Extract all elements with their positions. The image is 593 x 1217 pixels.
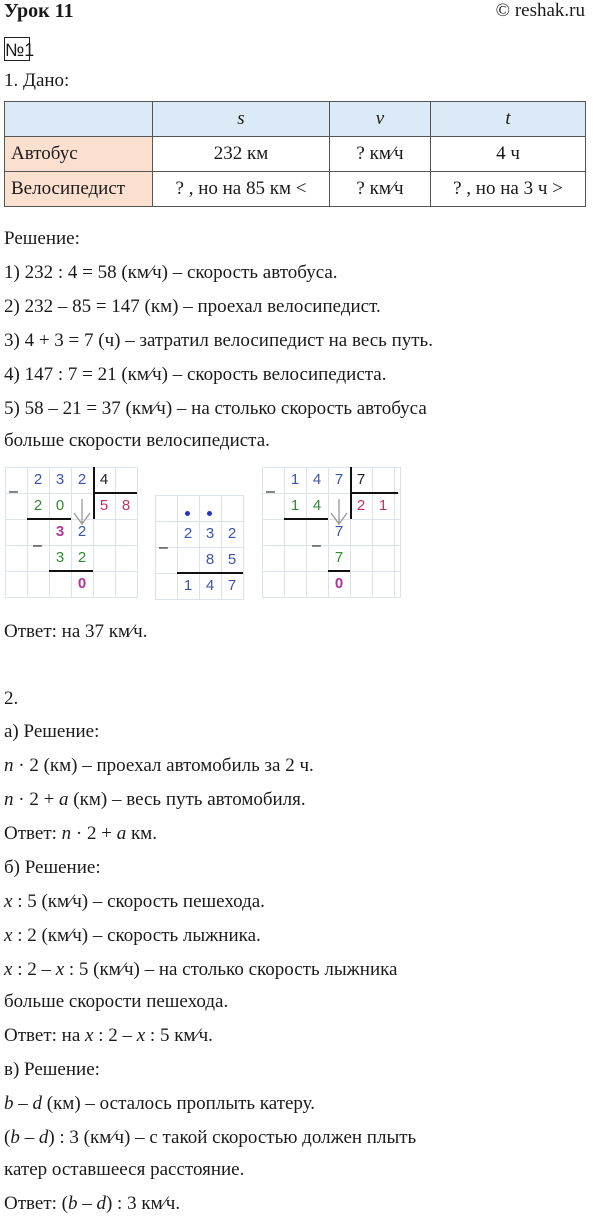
- row-label-bus: Автобус: [5, 137, 153, 172]
- column-header-s: s: [153, 102, 330, 137]
- digit: 2: [77, 471, 87, 488]
- digit-remainder: 0: [77, 575, 87, 592]
- step-1: 1) 232 : 4 = 58 (км⁄ч) – скорость автобуса.: [4, 262, 338, 283]
- digit: 4: [312, 497, 322, 514]
- part-b-title: б) Решение:: [4, 857, 101, 878]
- part-c-answer: Ответ: (b – d) : 3 км⁄ч.: [4, 1193, 181, 1214]
- step-2: 2) 232 – 85 = 147 (км) – проехал велосипедист.: [4, 296, 381, 317]
- digit: 1: [183, 577, 193, 594]
- digit: 0: [55, 497, 65, 514]
- digit: 5: [227, 551, 237, 568]
- digit-quotient: 8: [121, 497, 131, 514]
- digit: 2: [183, 525, 193, 542]
- table-row: [5, 137, 586, 172]
- digit: 3: [55, 549, 65, 566]
- step-4: 4) 147 : 7 = 21 (км⁄ч) – скорость велосипедиста.: [4, 364, 387, 385]
- task-number-badge: №1: [4, 37, 30, 61]
- cell-bus-s: 232 км: [153, 137, 330, 172]
- answer-1: Ответ: на 37 км⁄ч.: [4, 621, 148, 642]
- digit: 4: [312, 471, 322, 488]
- digit: 1: [290, 497, 300, 514]
- given-label: 1. Дано:: [4, 70, 70, 91]
- part-a-line-2: n · 2 + a (км) – весь путь автомобиля.: [4, 789, 306, 810]
- digit: 2: [77, 523, 87, 540]
- part-b-line-2: x : 2 (км⁄ч) – скорость лыжника.: [4, 925, 261, 946]
- row-label-cyclist: Велосипедист: [5, 172, 153, 207]
- digit: 2: [33, 497, 43, 514]
- part-c-line-1: b – d (км) – осталось проплыть катеру.: [4, 1093, 316, 1114]
- digit: 7: [334, 523, 344, 540]
- cell-cyclist-s: ? , но на 85 км <: [153, 172, 330, 207]
- minus-sign: –: [266, 483, 275, 500]
- part-c-line-3: катер оставшееся расстояние.: [4, 1159, 245, 1180]
- digit: 2: [77, 549, 87, 566]
- digit: 7: [334, 471, 344, 488]
- digit-divisor: 4: [99, 471, 109, 488]
- column-header-v: v: [330, 102, 431, 137]
- digit: 7: [227, 577, 237, 594]
- digit-quotient: 2: [356, 497, 366, 514]
- site-credit: © reshak.ru: [495, 0, 585, 21]
- digit: 2: [33, 471, 43, 488]
- given-table: [4, 101, 586, 207]
- part-c-line-2: (b – d) : 3 (км⁄ч) – с такой скоростью должен плыть: [4, 1127, 417, 1148]
- digit: 3: [205, 525, 215, 542]
- minus-sign: –: [159, 539, 168, 556]
- digit: 7: [334, 549, 344, 566]
- part-a-answer: Ответ: n · 2 + a км.: [4, 823, 157, 844]
- lesson-title: Урок 11: [4, 0, 74, 22]
- long-division-147-by-7: [262, 467, 401, 598]
- part-b-line-1: x : 5 (км⁄ч) – скорость пешехода.: [4, 891, 265, 912]
- digit: 2: [227, 525, 237, 542]
- cell-cyclist-v: ? км⁄ч: [330, 172, 431, 207]
- step-5-continuation: больше скорости велосипедиста.: [4, 430, 270, 451]
- part-c-title: в) Решение:: [4, 1059, 100, 1080]
- step-5: 5) 58 – 21 = 37 (км⁄ч) – на столько скорость автобуса: [4, 398, 427, 419]
- part-b-answer: Ответ: на x : 2 – x : 5 км⁄ч.: [4, 1025, 213, 1046]
- minus-sign: –: [9, 483, 18, 500]
- digit-quotient: 5: [99, 497, 109, 514]
- digit-remainder: 0: [334, 575, 344, 592]
- subtraction-line: [284, 518, 328, 520]
- column-header-t: t: [431, 102, 586, 137]
- solution-title: Решение:: [4, 228, 80, 249]
- table-row: [5, 172, 586, 207]
- cell-bus-v: ? км⁄ч: [330, 137, 431, 172]
- long-division-232-by-4: [5, 467, 138, 598]
- digit: 8: [205, 551, 215, 568]
- digit: 3: [55, 523, 65, 540]
- table-corner: [5, 102, 153, 137]
- digit: 3: [55, 471, 65, 488]
- cell-cyclist-t: ? , но на 3 ч >: [431, 172, 586, 207]
- table-header-row: [5, 102, 586, 137]
- digit: 4: [205, 577, 215, 594]
- part-b-line-4: больше скорости пешехода.: [4, 991, 229, 1012]
- digit: 1: [290, 471, 300, 488]
- step-3: 3) 4 + 3 = 7 (ч) – затратил велосипедист на весь путь.: [4, 330, 433, 351]
- borrow-dot: [207, 511, 212, 516]
- minus-sign: –: [312, 537, 321, 554]
- minus-sign: –: [33, 537, 42, 554]
- digit-quotient: 1: [378, 497, 388, 514]
- column-subtraction-232-minus-85: [155, 495, 244, 600]
- cell-bus-t: 4 ч: [431, 137, 586, 172]
- part-2-number: 2.: [4, 688, 19, 709]
- part-a-line-1: n · 2 (км) – проехал автомобиль за 2 ч.: [4, 755, 314, 776]
- digit-divisor: 7: [356, 471, 366, 488]
- borrow-dot: [185, 511, 190, 516]
- part-a-title: а) Решение:: [4, 721, 100, 742]
- part-b-line-3: x : 2 – x : 5 (км⁄ч) – на столько скорость лыжника: [4, 959, 398, 980]
